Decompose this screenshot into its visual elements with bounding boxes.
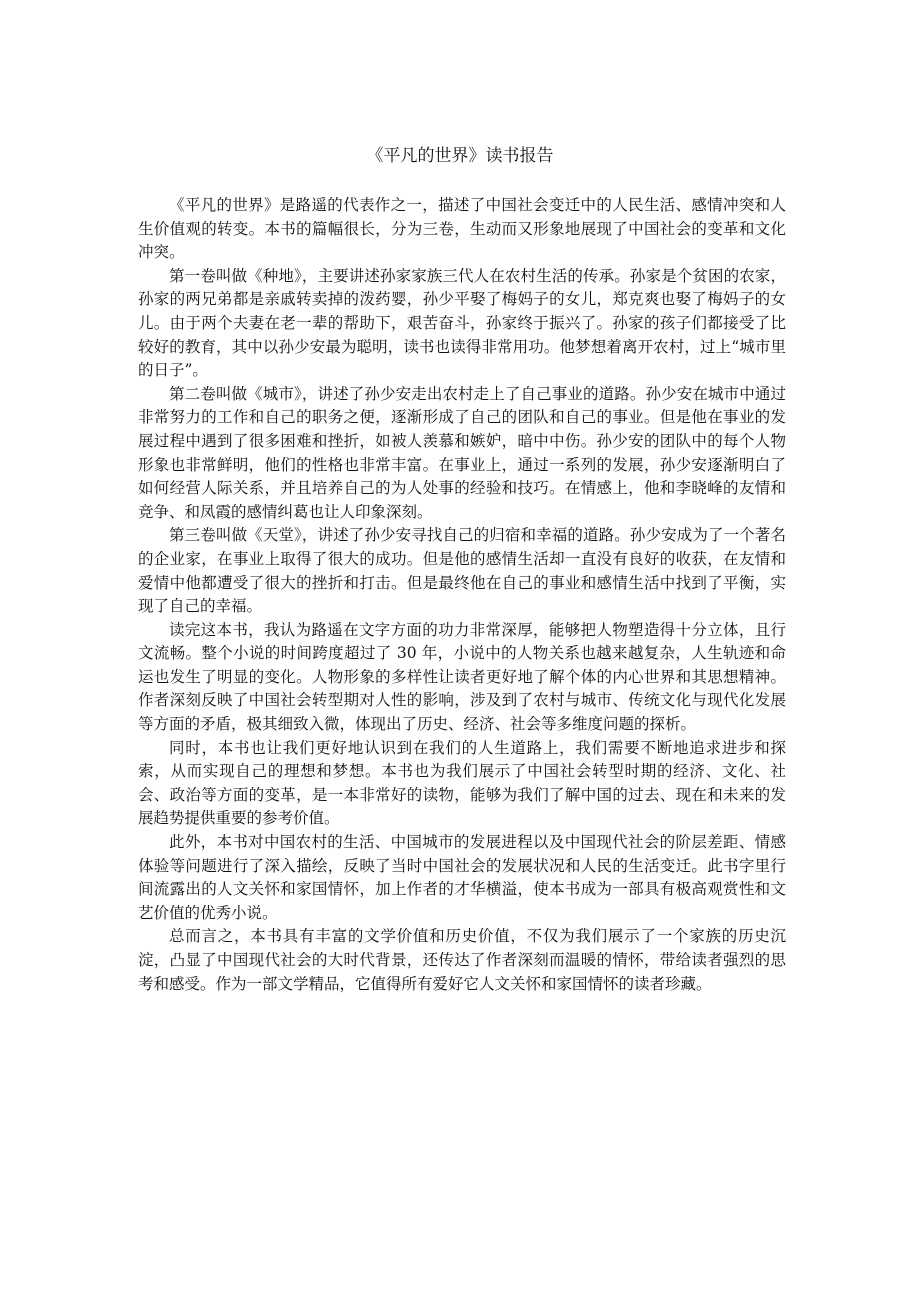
document-body [138,194,786,996]
paragraph-volume-one: 第一卷叫做《种地》，主要讲述孙家家族三代人在农村生活的传承。孙家是个贫困的农家，孙家的两兄弟都是亲戚转卖掉的泼药婴，孙少平娶了梅妈子的女儿，郑克爽也娶了梅妈子的女儿。由于两个夫妻在老一辈的帮助下，艰苦奋斗，孙家终于振兴了。孙家的孩子们都接受了比较好的教育，其中以孙少安最为聪明，读书也读得非常用功。他梦想着离开农村，过上“城市里的日子”。 [138,266,786,380]
paragraph-additional: 此外，本书对中国农村的生活、中国城市的发展进程以及中国现代社会的阶层差距、情感体验等问题进行了深入描绘，反映了当时中国社会的发展状况和人民的生活变迁。此书字里行间流露出的人文关怀和家国情怀，加上作者的才华横溢，使本书成为一部具有极高观赏性和文艺价值的优秀小说。 [138,833,786,922]
document-title: 《平凡的世界》读书报告 [366,146,554,166]
paragraph-volume-three: 第三卷叫做《天堂》，讲述了孙少安寻找自己的归宿和幸福的道路。孙少安成为了一个著名的企业家，在事业上取得了很大的成功。但是他的感情生活却一直没有良好的收获，在友情和爱情中他都遭受了很大的挫折和打击。但是最终他在自己的事业和感情生活中找到了平衡，实现了自己的幸福。 [138,526,786,616]
paragraph-conclusion: 总而言之，本书具有丰富的文学价值和历史价值，不仅为我们展示了一个家族的历史沉淀，凸显了中国现代社会的大时代背景，还传达了作者深刻而温暖的情怀，带给读者强烈的思考和感受。作为一部文学精品，它值得所有爱好它人文关怀和家国情怀的读者珍藏。 [138,927,786,993]
paragraph-volume-two: 第二卷叫做《城市》，讲述了孙少安走出农村走上了自己事业的道路。孙少安在城市中通过非常努力的工作和自己的职务之便，逐渐形成了自己的团队和自己的事业。但是他在事业的发展过程中遇到了很多困难和挫折，如被人羡慕和嫉妒，暗中中伤。孙少安的团队中的每个人物形象也非常鲜明，他们的性格也非常丰富。在事业上，通过一系列的发展，孙少安逐渐明白了如何经营人际关系，并且培养自己的为人处事的经验和技巧。在情感上，他和李晓峰的友情和竞争、和凤霞的感情纠葛也让人印象深刻。 [138,384,786,521]
paragraph-meaning: 同时，本书也让我们更好地认识到在我们的人生道路上，我们需要不断地追求进步和探索，从而实现自己的理想和梦想。本书也为我们展示了中国社会转型时期的经济、文化、社会、政治等方面的变革，是一本非常好的读物，能够为我们了解中国的过去、现在和未来的发展趋势提供重要的参考价值。 [138,738,786,828]
paragraph-intro: 《平凡的世界》是路遥的代表作之一，描述了中国社会变迁中的人民生活、感情冲突和人生价值观的转变。本书的篇幅很长，分为三卷，生动而又形象地展现了中国社会的变革和文化冲突。 [138,196,786,262]
paragraph-reflection: 读完这本书，我认为路遥在文字方面的功力非常深厚，能够把人物塑造得十分立体，且行文流畅。整个小说的时间跨度超过了 30 年，小说中的人物关系也越来越复杂，人生轨迹和命运也发生了明显的变化。人物形象的多样性让读者更好地了解个体的内心世界和其思想精神。作者深刻反映了中国社会转型期对人性的影响，涉及到了农村与城市、传统文化与现代化发展等方面的矛盾，极其细致入微，体现出了历史、经济、社会等多维度问题的探析。 [138,620,786,734]
